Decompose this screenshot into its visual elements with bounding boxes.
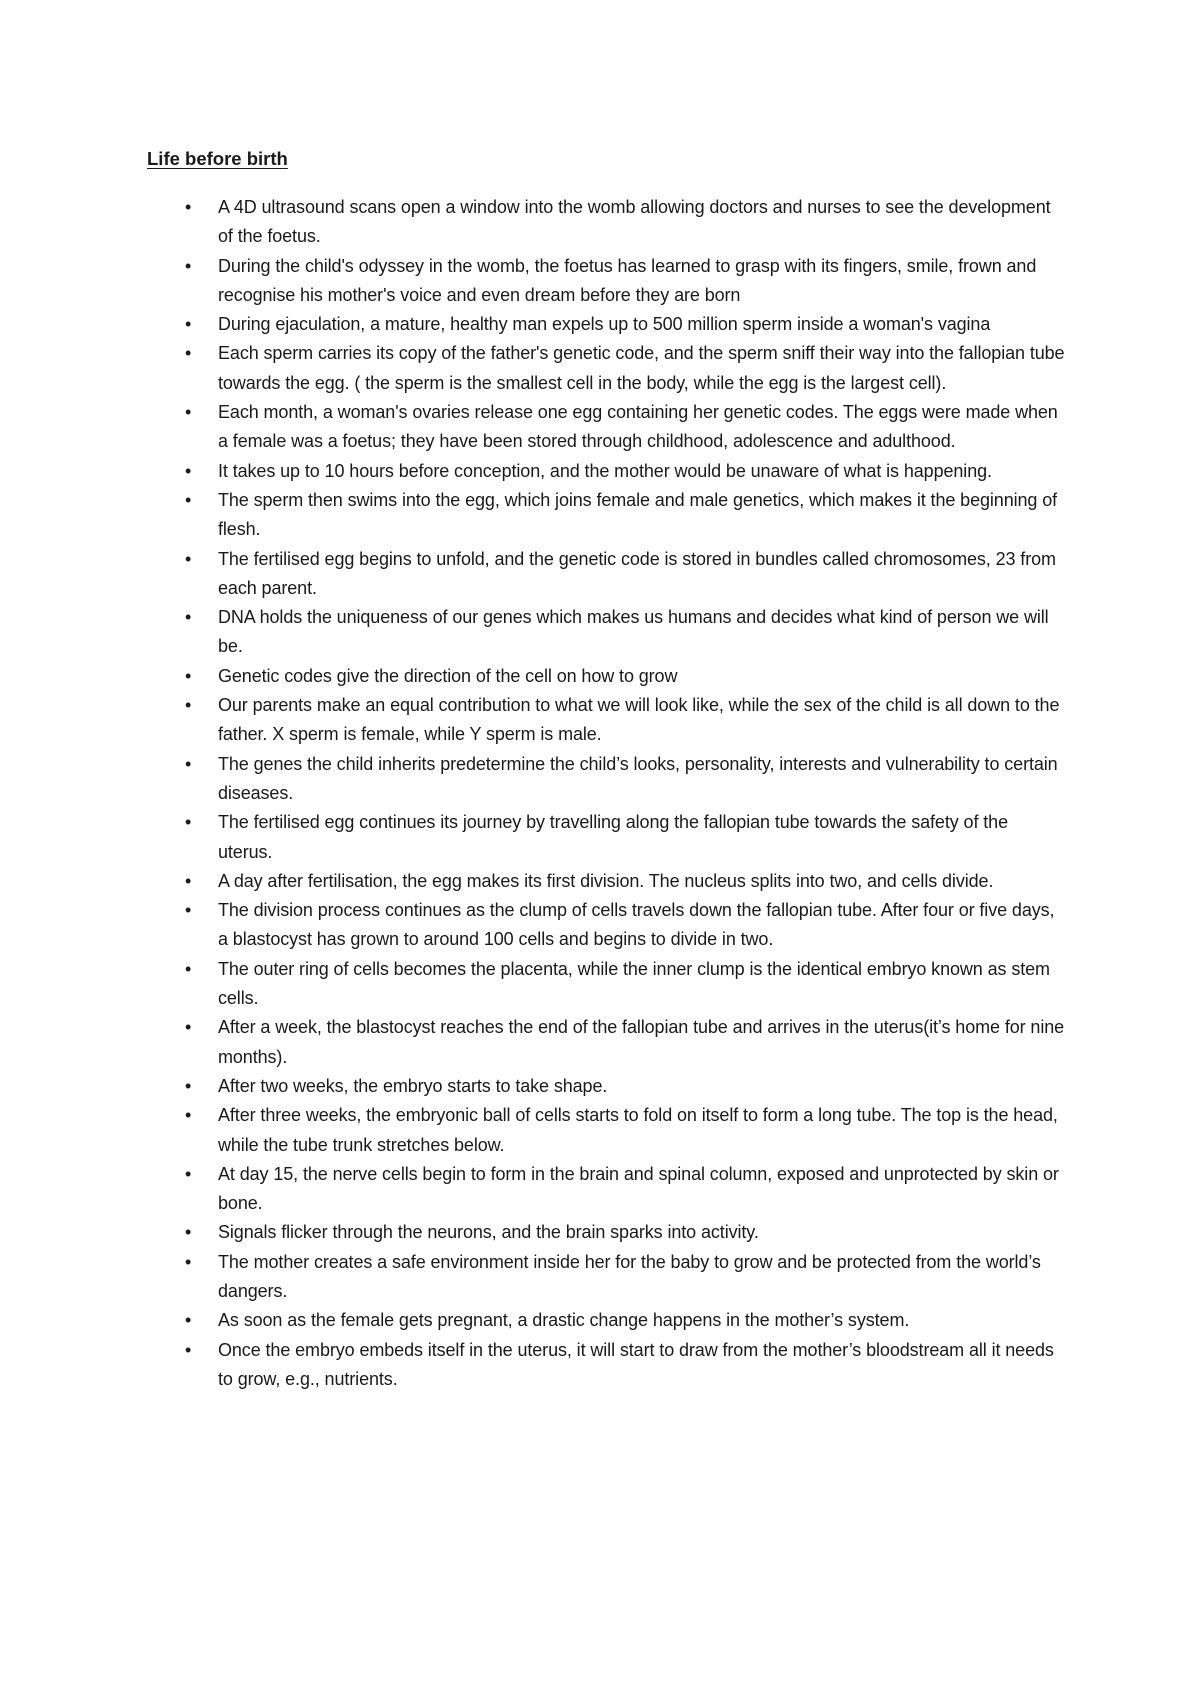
bullet-item: • After three weeks, the embryonic ball of cells starts to fold on itself to form a long tube. The top is the head, while the tube trunk stretches below.: [185, 1101, 1065, 1160]
bullet-item: • The mother creates a safe environment inside her for the baby to grow and be protected from the world’s dangers.: [185, 1248, 1065, 1307]
bullet-item: • The genes the child inherits predetermine the child’s looks, personality, interests and vulnerability to certain diseases.: [185, 750, 1065, 809]
bullet-item: • Genetic codes give the direction of the cell on how to grow: [185, 662, 1065, 691]
bullet-item: • During the child's odyssey in the womb, the foetus has learned to grasp with its fingers, smile, frown and recognise his mother's voice and even dream before they are born: [185, 252, 1065, 311]
bullet-item: • The fertilised egg continues its journey by travelling along the fallopian tube towards the safety of the uterus.: [185, 808, 1065, 867]
bullet-item: • After two weeks, the embryo starts to take shape.: [185, 1072, 1065, 1101]
bullet-item: • The sperm then swims into the egg, which joins female and male genetics, which makes it the beginning of flesh.: [185, 486, 1065, 545]
document-title: Life before birth: [147, 148, 288, 169]
bullet-item: • Each sperm carries its copy of the father's genetic code, and the sperm sniff their way into the fallopian tube towards the egg. ( the sperm is the smallest cell in the body, while the egg is the largest cell).: [185, 339, 1065, 398]
bullet-item: • As soon as the female gets pregnant, a drastic change happens in the mother’s system.: [185, 1306, 1065, 1335]
bullet-item: • The division process continues as the clump of cells travels down the fallopian tube. After four or five days, a blastocyst has grown to around 100 cells and begins to divide in two.: [185, 896, 1065, 955]
bullet-item: • After a week, the blastocyst reaches the end of the fallopian tube and arrives in the uterus(it’s home for nine months).: [185, 1013, 1065, 1072]
bullet-item: • A 4D ultrasound scans open a window into the womb allowing doctors and nurses to see the development of the foetus.: [185, 193, 1065, 252]
bullet-item: • A day after fertilisation, the egg makes its first division. The nucleus splits into two, and cells divide.: [185, 867, 1065, 896]
bullet-item: • The outer ring of cells becomes the placenta, while the inner clump is the identical embryo known as stem cells.: [185, 955, 1065, 1014]
bullet-item: • Signals flicker through the neurons, and the brain sparks into activity.: [185, 1218, 1065, 1247]
bullet-item: • DNA holds the uniqueness of our genes which makes us humans and decides what kind of person we will be.: [185, 603, 1065, 662]
bullet-item: • Once the embryo embeds itself in the uterus, it will start to draw from the mother’s bloodstream all it needs to grow, e.g., nutrients.: [185, 1336, 1065, 1395]
bullet-item: • It takes up to 10 hours before conception, and the mother would be unaware of what is happening.: [185, 457, 1065, 486]
bullet-item: • At day 15, the nerve cells begin to form in the brain and spinal column, exposed and unprotected by skin or bone.: [185, 1160, 1065, 1219]
bullet-item: • Each month, a woman's ovaries release one egg containing her genetic codes. The eggs were made when a female was a foetus; they have been stored through childhood, adolescence and adulthood.: [185, 398, 1065, 457]
bullet-item: • During ejaculation, a mature, healthy man expels up to 500 million sperm inside a woman's vagina: [185, 310, 1065, 339]
bullet-item: • Our parents make an equal contribution to what we will look like, while the sex of the child is all down to the father. X sperm is female, while Y sperm is male.: [185, 691, 1065, 750]
bullet-item: • The fertilised egg begins to unfold, and the genetic code is stored in bundles called chromosomes, 23 from each parent.: [185, 545, 1065, 604]
bullet-list: [185, 193, 1065, 1394]
